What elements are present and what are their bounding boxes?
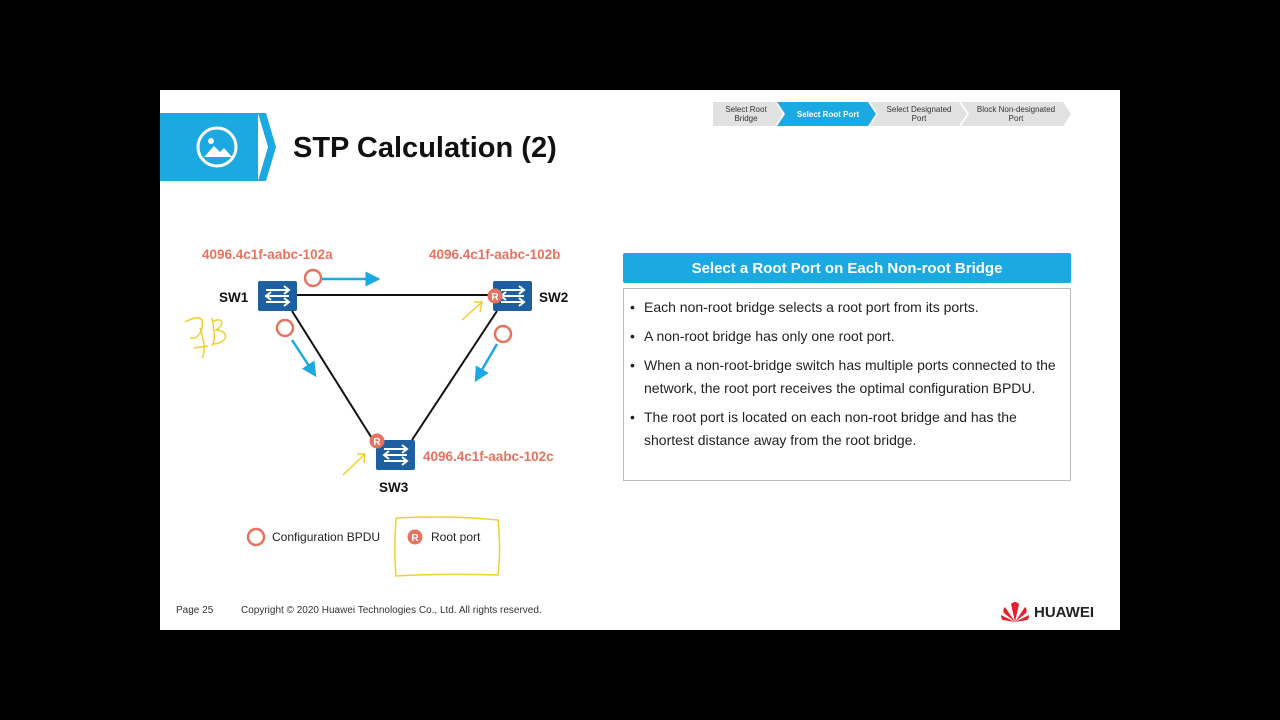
huawei-logo — [1000, 601, 1094, 623]
legend-root-port-label: Root port — [431, 530, 481, 544]
brand-name: HUAWEI — [1034, 603, 1094, 621]
step-block-non-designated-port: Block Non-designated Port — [976, 105, 1056, 123]
page-number: Page 25 — [176, 605, 214, 616]
step-select-root-bridge: Select Root Bridge — [725, 105, 767, 123]
bullet-item: • A non-root bridge has only one root port. — [644, 325, 1060, 348]
sw1-bridge-id: 4096.4c1f-aabc-102a — [202, 247, 333, 262]
bullet-item: • The root port is located on each non-root bridge and has the shortest distance away from the root bridge. — [644, 406, 1060, 452]
slide — [160, 90, 1120, 630]
svg-text:R: R — [411, 533, 419, 544]
switch-sw1-icon — [258, 281, 297, 311]
panel-heading: Select a Root Port on Each Non-root Bridge — [623, 253, 1071, 283]
legend-bpdu-icon — [248, 529, 264, 545]
bullet-item: • When a non-root-bridge switch has multiple ports connected to the network, the root port receives the optimal configuration BPDU. — [644, 354, 1060, 400]
links — [292, 295, 497, 448]
page-title: STP Calculation (2) — [293, 132, 557, 164]
copyright: Copyright © 2020 Huawei Technologies Co., Ltd. All rights reserved. — [241, 605, 542, 616]
huawei-flower-icon — [1000, 601, 1030, 623]
step-select-root-port: Select Root Port — [796, 109, 860, 119]
sw2-label: SW2 — [539, 290, 569, 305]
step-select-designated-port: Select Designated Port — [886, 105, 952, 123]
sw3-label: SW3 — [379, 480, 409, 495]
svg-text:R: R — [373, 437, 381, 448]
bullet-item: • Each non-root bridge selects a root port from its ports. — [644, 296, 1060, 319]
legend-bpdu-label: Configuration BPDU — [272, 530, 381, 544]
sw3-bridge-id: 4096.4c1f-aabc-102c — [423, 449, 554, 464]
bullet-panel — [623, 288, 1071, 481]
sw2-bridge-id: 4096.4c1f-aabc-102b — [429, 247, 561, 262]
bpdu-icons — [277, 270, 511, 342]
svg-text:R: R — [491, 292, 499, 303]
sw1-label: SW1 — [219, 290, 249, 305]
